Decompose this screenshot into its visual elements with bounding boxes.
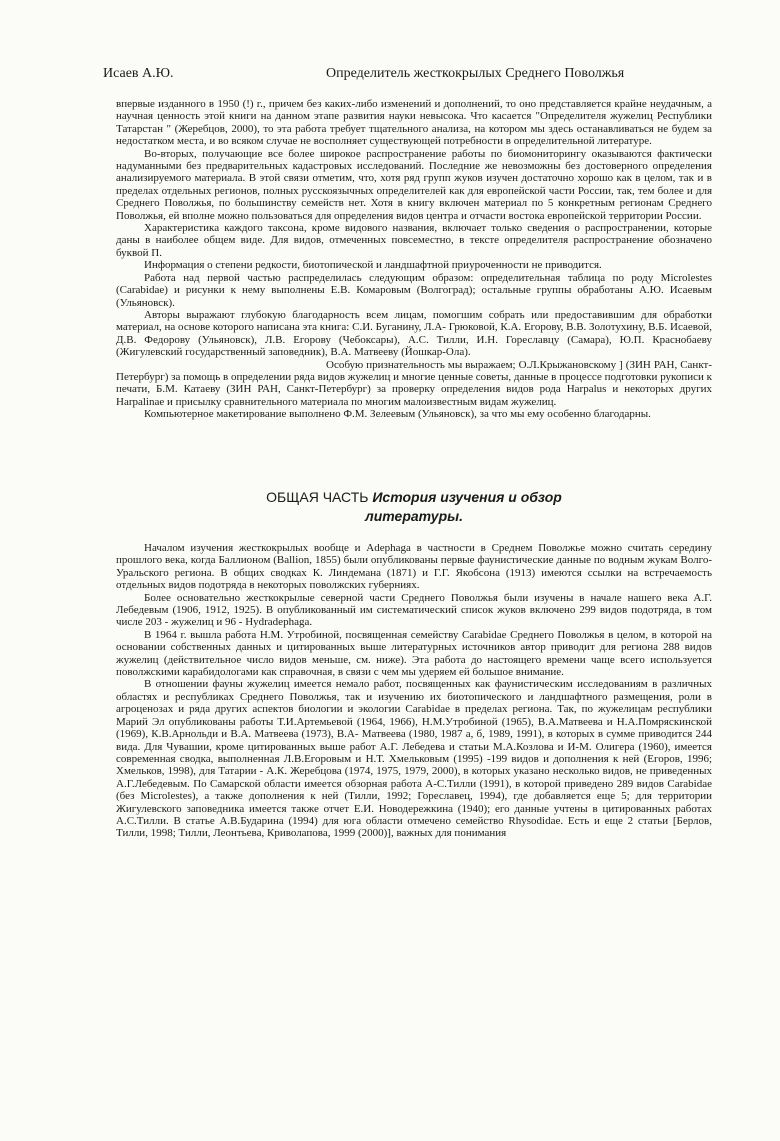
paragraph: Во-вторых, получающие все более широкое распространение работы по биомониторингу оказываются фактически надуманными без предварительных кадастровых исследований. Последние же невозможны без достоверного определения анализируемого материала. В этой связи отметим, что, хотя ряд групп жуков изучен достаточно хорошо как в целом, так и в пределах отдельных регионов, полных русскоязычных определителей как для европейской части России, так, тем более и для Среднего Поволжья, по большинству семейств нет. Хотя в книгу включен материал по 5 конкретным регионам Среднего Поволжья, ей вполне можно пользоваться для определения видов центра и отчасти востока европейской территории России. xyxy=(116,147,712,222)
paragraph: Особую признательность мы выражаем; О.Л.Крыжановскому ] (ЗИН РАН, Санкт-Петербург) за помощь в определении ряда видов жужелиц и многие ценные советы, данные в процессе подготовки рукописи к печати, Б.М. Катаеву (ЗИН РАН, Санкт-Петербург) за проверку определения видов рода Harpalus и некоторых других Harpalinae и присылку сравнительного материала по многим малоизвестным видам жужелиц. xyxy=(116,358,712,408)
paragraph: Компьютерное макетирование выполнено Ф.М. Зелеевым (Ульяновск), за что мы ему особенно благодарны. xyxy=(144,408,651,421)
paragraph: Более основательно жесткокрылые северной части Среднего Поволжья были изучены в начале нашего века А.Г. Лебедевым (1906, 1912, 1925). В опубликованный им систематический список жуков включено 299 видов подотряда, в том числе 203 - жужелиц и 96 - Hydradephaga. xyxy=(116,591,712,629)
section-lead: ОБЩАЯ ЧАСТЬ xyxy=(266,489,369,505)
page-header xyxy=(0,66,780,86)
paragraph: впервые изданного в 1950 (!) г., причем без каких-либо изменений и дополнений, то оно представляется крайне неудачным, а научная ценность этой книги на данном этапе развития науки невысока. Что касается "Определителя жужелиц Республики Татарстан " (Жеребцов, 2000), то эта работа требует тщательного анализа, на котором мы здесь останавливаться не будем за недостатком места, и во всяком случае не восполняет существующей потребности в определительной литературе. xyxy=(116,98,712,148)
main-text xyxy=(116,542,712,840)
header-title: Определитель жесткокрылых Среднего Поволжья xyxy=(326,66,625,81)
paragraph: В отношении фауны жужелиц имеется немало работ, посвященных как фаунистическим исследованиям в различных областях и республиках Среднего Поволжья, так и изучению их биотопического и ландшафтного размещения, роли в агроценозах и ряда других аспектов биологии и экологии Carabidae в пределах региона. Так, по жужелицам республики Марий Эл опубликованы работы Т.И.Артемьевой (1964, 1966), Н.М.Утробиной (1965), В.А.Матвеева и Н.А.Помряскинской (1969), К.В.Арнольди и В.А. Матвеева (1973), В.А- Матвеева (1980, 1987 а, б, 1989, 1991), в которых в сумме приводится 244 вида. Для Чувашии, кроме цитированных выше работ А.Г. Лебедева и статьи М.А.Козлова и И-М. Олигера (1960), имеется современная сводка, выполненная Л.В.Егоровым и Н.Т. Хмельковым (1995) -199 видов и дополнения к ней (Егоров, 1996; Хмельков, 1998), для Татарии - А.К. Жеребцова (1974, 1975, 1979, 2000), в которых указано несколько видов, не приведенных А.Г.Лебедевым. По Самарской области имеется обзорная работа А-С.Тилли (1991), в которой приведено 289 видов Carabidae (без Microlestes), а также дополнения к ней (Тилли, 1992; Гореславец, 1994), где добавляется еще 5; для территории Жигулевского заповедника имеется также отчет Е.И. Новодережкина (1940); его данные учтены в цитированных работах А.С.Тилли. В статье А.В.Бударина (1994) для юга области отмечено семейство Rhysodidae. Есть и еще 2 статьи [Берлов, Тилли, 1998; Тилли, Леонтьева, Криволапова, 1999 (2000)], важных для понимания xyxy=(116,678,712,840)
intro-text xyxy=(116,98,712,421)
paragraph: Характеристика каждого таксона, кроме видового названия, включает только сведения о распространении, которые даны в наиболее общем виде. Для видов, отмеченных повсеместно, в тексте определителя распространение обозначено буквой П. xyxy=(116,222,712,259)
paragraph: Работа над первой частью распределилась следующим образом: определительная таблица по роду Microlestes (Carabidae) и рисунки к нему выполнены Е.В. Комаровым (Волгоград); остальные группы обработаны А.Ю. Исаевым (Ульяновск). xyxy=(116,271,712,309)
section-title-line2: литературы. xyxy=(365,508,463,524)
paragraph: Информация о степени редкости, биотопической и ландшафтной приуроченности не приводится. xyxy=(144,259,602,272)
section-heading xyxy=(116,488,712,526)
section-title-line1: История изучения и обзор xyxy=(372,489,562,505)
paragraph: Авторы выражают глубокую благодарность всем лицам, помогшим собрать или предоставившим для обработки материал, на основе которого написана эта книга: С.И. Буганину, Л.А- Грюковой, К.А. Егорову, В.В. Золотухину, В.Б. Исаевой, Д.В. Федорову (Ульяновск), Л.В. Егорову (Чебоксары), А.С. Тилли, И.Н. Гореславцу (Самара), Ю.П. Краснобаеву (Жигулевский государственный заповедник), В.А. Матвееву (Йошкар-Ола). xyxy=(116,308,712,359)
paragraph: В 1964 г. вышла работа Н.М. Утробиной, посвященная семейству Carabidae Среднего Поволжья в целом, в которой на основании собственных данных и цитированных выше литературных источников автор приводит для региона 288 видов жужелиц (действительное число видов меньше, см. ниже). Эта работа до настоящего времени чаще всего используется поволжскими карабидологами как справочная, в связи с чем мы удеряем ей большое внимание. xyxy=(116,628,712,679)
paragraph: Началом изучения жесткокрылых вообще и Adephaga в частности в Среднем Поволжье можно считать середину прошлого века, когда Баллионом (Ballion, 1855) были опубликованы первые фаунистические данные по водным жукам Волго-Уральского региона. В общих сводках К. Линдемана (1871) и Г.Г. Якобсона (1913) имеются ссылки на встречаемость отдельных видов подотряда в некоторых поволжских губерниях. xyxy=(116,542,712,592)
header-author: Исаев А.Ю. xyxy=(103,66,174,81)
